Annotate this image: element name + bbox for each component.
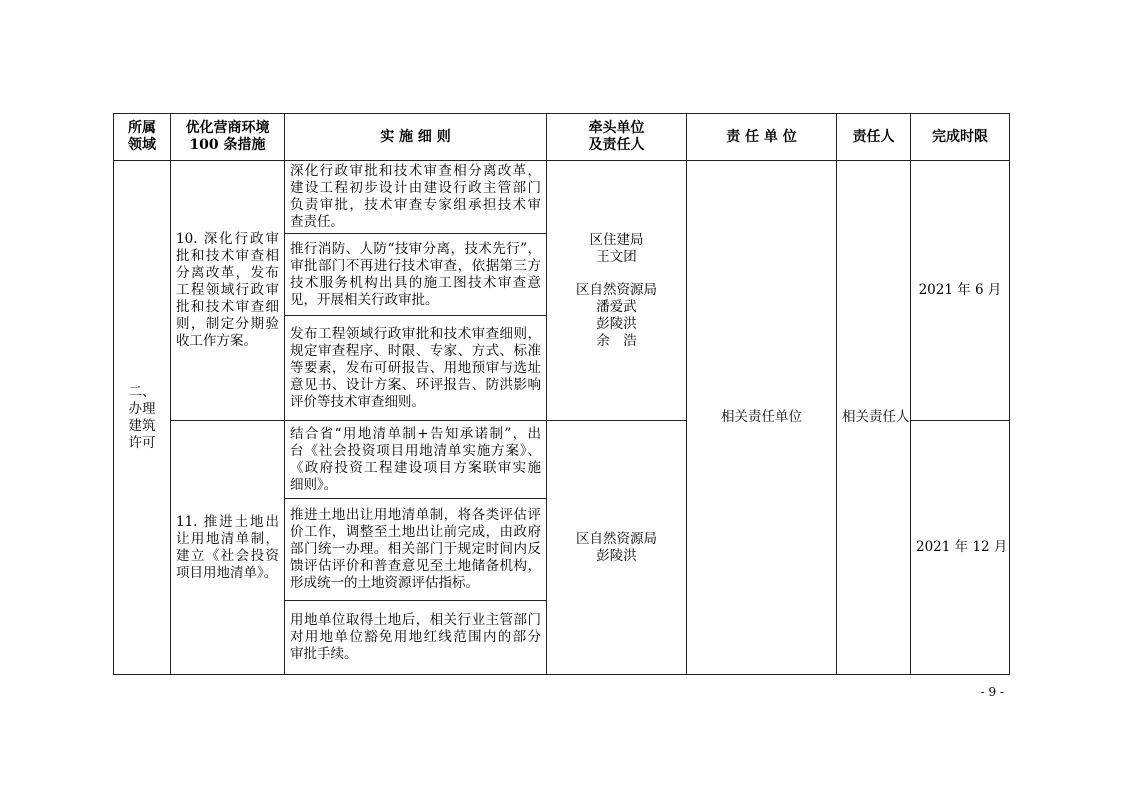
detail-line: 建设工程初步设计由建设行政主管部门 (290, 180, 541, 196)
header-line: 完成时限 (932, 128, 988, 145)
header-cell-domain (114, 114, 171, 161)
page-number: - 9 - (980, 685, 1004, 699)
header-cell-measure (171, 114, 285, 161)
deadline-cell (911, 421, 1010, 675)
detail-line: 部门统一办理。相关部门于规定时间内反 (290, 541, 541, 557)
detail-line: 馈评估评价和普查意见至土地储备机构， (290, 558, 541, 574)
header-line: 所属 (128, 120, 156, 136)
domain-line: 建筑 (128, 417, 156, 434)
detail-line: 负责审批，技术审查专家组承担技术审 (290, 197, 541, 213)
detail-line: 见，开展相关行政审批。 (290, 291, 439, 308)
deadline-cell (911, 161, 1010, 421)
detail-line: 推进土地出让用地清单制，将各类评估评 (290, 507, 541, 523)
measure-line: 建立《社会投资 (176, 547, 279, 564)
detail-cell (285, 421, 547, 499)
domain-cell (114, 161, 171, 675)
detail-line: 对用地单位豁免用地红线范围内的部分 (290, 629, 541, 645)
detail-line: 审批部门不再进行技术审查，依据第三方 (290, 257, 541, 274)
header-row (114, 114, 1010, 161)
header-line: 实 施 细 则 (380, 128, 451, 145)
header-line: 领域 (128, 137, 156, 153)
detail-line: 查责任。 (290, 214, 344, 230)
measure-line: 批和技术审查细 (176, 299, 279, 315)
detail-cell (285, 499, 547, 601)
measure-line: 分离改革，发布 (176, 265, 279, 281)
detail-line: 《政府投资工程建设项目方案联审实施 (290, 459, 541, 476)
detail-cell (285, 161, 547, 234)
lead-line: 王文团 (596, 248, 637, 265)
detail-line: 用地单位取得土地后，相关行业主管部门 (290, 612, 541, 628)
header-cell-responsible-unit (687, 114, 837, 161)
detail-cell (285, 234, 547, 316)
detail-line: 价工作，调整至土地出让前完成，由政府 (290, 524, 541, 540)
measure-line: 项目用地清单》。 (176, 564, 278, 581)
measure-line: 11. 推进土地出 (176, 513, 279, 530)
detail-line: 意见书、设计方案、环评报告、防洪影响 (290, 376, 541, 393)
header-line: 责 任 单 位 (726, 128, 797, 145)
measure-line: 让用地清单制， (176, 530, 279, 547)
header-line: 100 条措施 (189, 137, 266, 153)
header-cell-lead (547, 114, 687, 161)
deadline-text: 2021 年 12 月 (916, 539, 1008, 555)
detail-line: 等要素，发布可研报告、用地预审与选址 (290, 359, 541, 376)
measures-table (113, 113, 1010, 675)
detail-line: 技术服务机构出具的施工图技术审查意 (290, 274, 541, 291)
responsible-unit-cell (687, 161, 837, 675)
measure-cell (171, 421, 285, 675)
lead-line: 彭陵洪 (596, 315, 637, 332)
measure-line: 则，制定分期验 (176, 316, 279, 332)
lead-line: 区自然资源局 (576, 530, 657, 547)
table-row (114, 161, 1010, 234)
detail-line: 台《社会投资项目用地清单实施方案》、 (290, 442, 541, 459)
detail-line: 结合省“用地清单制+告知承诺制”，出 (290, 425, 541, 442)
lead-cell (547, 421, 687, 675)
measure-line: 收工作方案。 (176, 333, 257, 349)
detail-line: 发布工程领域行政审批和技术审查细则， (290, 325, 541, 342)
detail-line: 细则》。 (290, 476, 338, 493)
header-cell-deadline (911, 114, 1010, 161)
domain-line: 许可 (128, 434, 156, 451)
lead-spacer (552, 266, 681, 282)
lead-line: 余 浩 (596, 332, 637, 349)
domain-line: 办理 (128, 400, 156, 417)
domain-line: 二、 (128, 383, 156, 400)
measure-line: 10. 深化行政审 (176, 231, 279, 247)
detail-line: 形成统一的土地资源评估指标。 (290, 575, 479, 591)
lead-line: 区自然资源局 (576, 281, 657, 298)
detail-cell (285, 316, 547, 421)
measure-line: 工程领域行政审 (176, 282, 279, 298)
header-line: 优化营商环境 (185, 120, 270, 136)
responsible-person-text: 相关责任人 (842, 409, 910, 425)
lead-line: 区住建局 (589, 231, 644, 248)
responsible-unit-text: 相关责任单位 (721, 409, 802, 425)
responsible-person-cell (837, 161, 911, 675)
deadline-text: 2021 年 6 月 (918, 282, 1002, 298)
measure-cell (171, 161, 285, 421)
lead-cell (547, 161, 687, 421)
header-line: 及责任人 (588, 137, 645, 153)
detail-line: 规定审查程序、时限、专家、方式、标准 (290, 342, 541, 359)
lead-line: 彭陵洪 (596, 547, 637, 564)
header-cell-responsible-person (837, 114, 911, 161)
detail-line: 评价等技术审查细则。 (290, 393, 425, 410)
header-cell-details (285, 114, 547, 161)
header-line: 牵头单位 (588, 120, 645, 136)
detail-line: 推行消防、人防“技审分离，技术先行”， (290, 240, 541, 257)
header-line: 责任人 (852, 128, 895, 145)
detail-line: 深化行政审批和技术审查相分离改革， (290, 163, 541, 179)
lead-line: 潘爱武 (596, 298, 637, 315)
detail-line: 审批手续。 (290, 646, 358, 662)
measure-line: 批和技术审查相 (176, 248, 279, 264)
detail-cell (285, 601, 547, 675)
